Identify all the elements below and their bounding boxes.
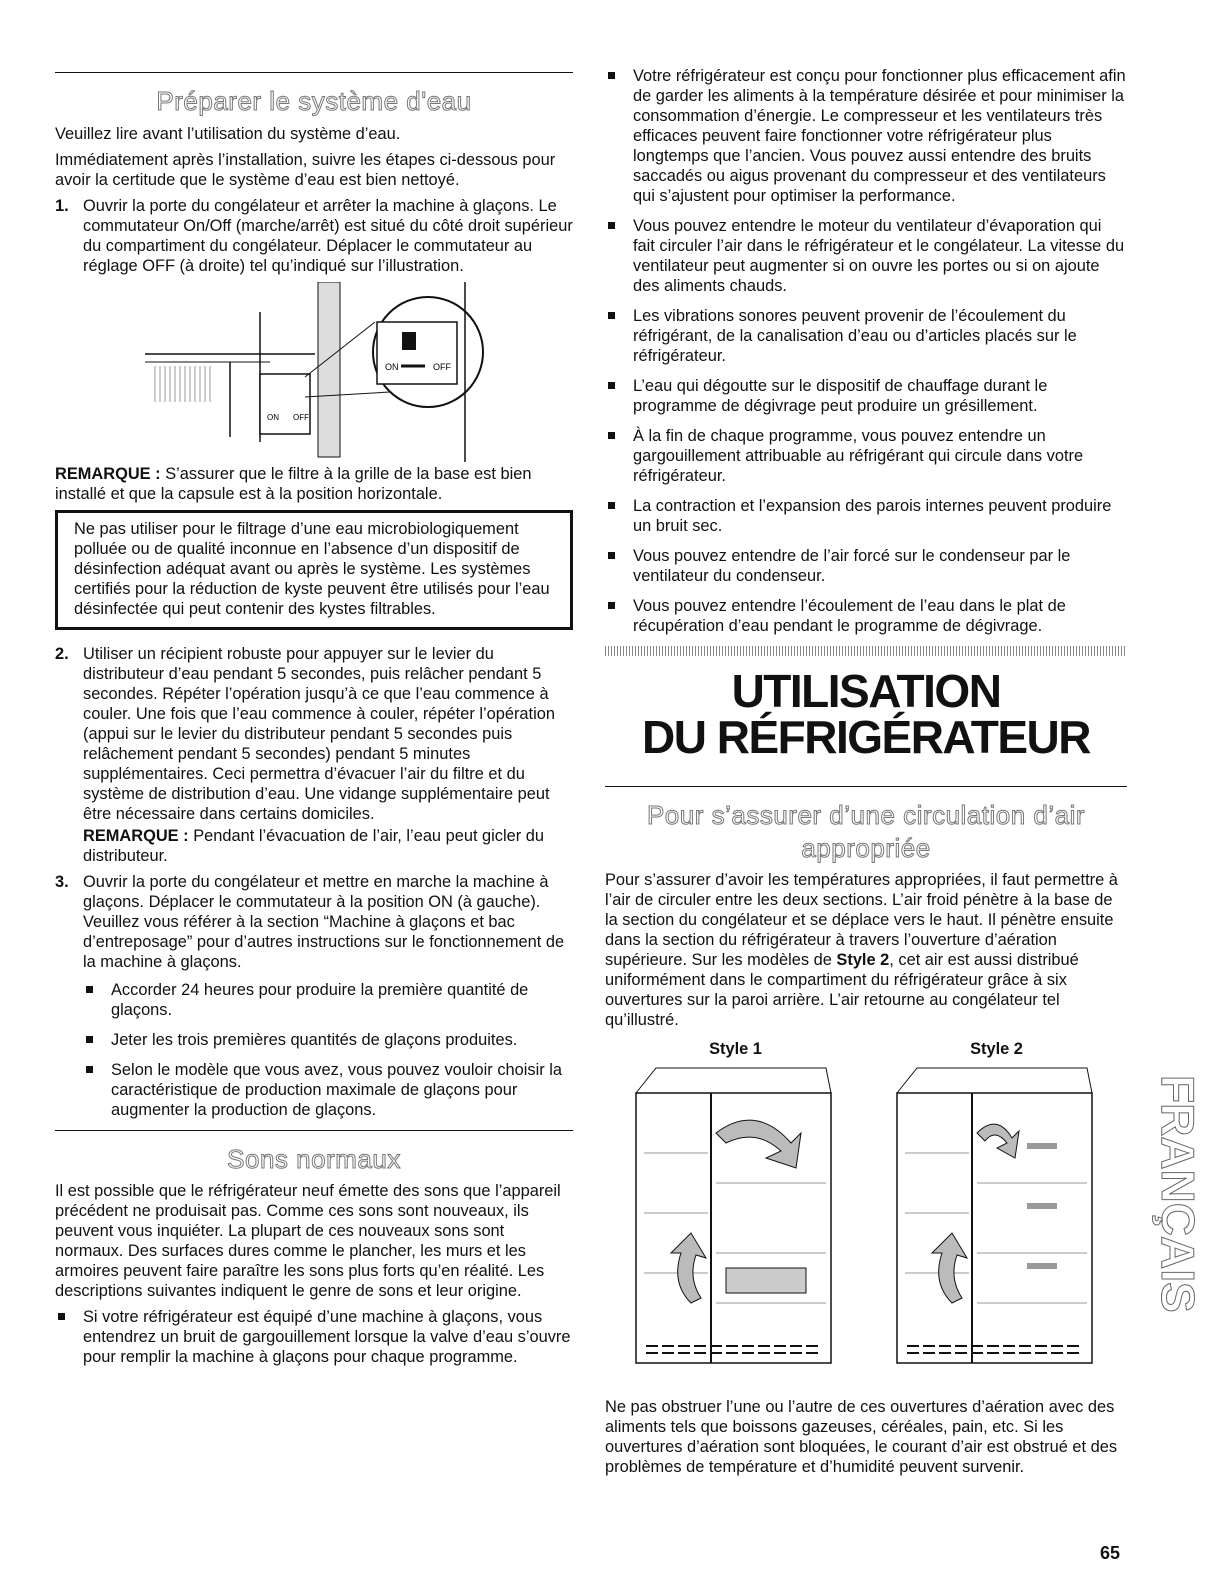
chapter-title-line-2: DU RÉFRIGÉRATEUR bbox=[642, 711, 1090, 763]
sounds-intro: Il est possible que le réfrigérateur neuf émette des sons que l’appareil précédent ne produisait pas. Comme ces sons sont nouveaux, ils peuvent vous inquiéter. La plupart de ces nouveaux sons sont normaux. Des surfaces dures comme le plancher, les murs et les armoires peuvent faire paraître les sons plus forts qu’en réalité. Les descriptions suivantes indiquent le genre de sons et leur origine. bbox=[55, 1182, 561, 1300]
section-title-normal-sounds: Sons normaux bbox=[227, 1143, 401, 1174]
air-text: Pour s’assurer d’avoir les températures appropriées, il faut permettre à l’air de circuler entre les deux sections. L’air froid pénètre à la base de la section du congélateur et se déplace vers le haut. Il pénètre ensuite dans la section du réfrigérateur à travers l’ouverture d’aération supérieure. Sur les modèles de bbox=[605, 871, 1118, 969]
airflow-illustrations bbox=[605, 1063, 1127, 1383]
svg-text:OFF: OFF bbox=[293, 412, 309, 422]
list-item: À la fin de chaque programme, vous pouvez entendre un gargouillement attribuable au réfrigérant qui circule dans votre réfrigérateur. bbox=[605, 426, 1127, 486]
style-2-ref: Style 2 bbox=[836, 951, 890, 969]
air-warning-paragraph: Ne pas obstruer l’une ou l’autre de ces ouvertures d’aération avec des aliments tels que boissons gazeuses, céréales, pain, etc. Si les ouvertures d’aération sont bloquées, le courant d’air est obstrué et des problèmes de température et d’humidité peuvent survenir. bbox=[605, 1398, 1118, 1476]
step-2-note bbox=[83, 826, 573, 866]
list-item: Vous pouvez entendre le moteur du ventilateur d’évaporation qui fait circuler l’air dans le réfrigérateur et le congélateur. La vitesse du ventilateur peut augmenter si on ouvre les portes ou si on ajoute des aliments chauds. bbox=[605, 216, 1127, 296]
side-label-text: FRANÇAIS bbox=[1152, 1075, 1204, 1313]
note-label: REMARQUE : bbox=[55, 464, 161, 483]
list-item: La contraction et l’expansion des parois internes peuvent produire un bruit sec. bbox=[605, 496, 1127, 536]
page-number: 65 bbox=[1100, 1543, 1121, 1563]
air-paragraph bbox=[605, 870, 1127, 1030]
step-text: Ouvrir la porte du congélateur et mettre en marche la machine à glaçons. Déplacer le commutateur à la position ON (à gauche). Veuillez vous référer à la section “Machine à glaçons et bac d’entreposage” pour d’autres instructions sur le fonctionnement de la machine à glaçons. bbox=[83, 872, 565, 971]
section-rule bbox=[55, 1130, 573, 1131]
ice-maker-switch-illustration bbox=[55, 282, 573, 464]
fridge-style-1-illustration bbox=[616, 1063, 856, 1383]
step-text: Ouvrir la porte du congélateur et arrêter la machine à glaçons. Le commutateur On/Off (marche/arrêt) est situé du côté droit supérieur du compartiment du congélateur. Déplacer le commutateur au réglage OFF (à droite) tel qu’indiqué sur l’illustration. bbox=[83, 196, 573, 275]
list-item: Vous pouvez entendre l’écoulement de l’eau dans le plat de récupération d’eau pendant le programme de dégivrage. bbox=[605, 596, 1127, 636]
step-2 bbox=[55, 644, 573, 866]
style-labels bbox=[605, 1040, 1127, 1059]
step-number: 3. bbox=[55, 872, 69, 891]
chapter-title-line-1: UTILISATION bbox=[731, 665, 1001, 717]
dotted-divider bbox=[605, 646, 1127, 656]
step-3-bullets bbox=[83, 980, 573, 1120]
list-item: L’eau qui dégoutte sur le dispositif de chauffage durant le programme de dégivrage peut produire un grésillement. bbox=[605, 376, 1127, 416]
list-item: Vous pouvez entendre de l’air forcé sur le condenseur par le ventilateur du condenseur. bbox=[605, 546, 1127, 586]
svg-text:ON: ON bbox=[267, 412, 279, 422]
step-3 bbox=[55, 872, 573, 1120]
list-item: Accorder 24 heures pour produire la première quantité de glaçons. bbox=[83, 980, 573, 1020]
section-rule bbox=[55, 72, 573, 73]
side-language-label bbox=[1150, 1075, 1210, 1345]
step-1 bbox=[55, 196, 573, 276]
step-text: Utiliser un récipient robuste pour appuyer sur le levier du distributeur d’eau pendant 5 secondes, puis relâcher pendant 5 secondes. Répéter l’opération jusqu’à ce que l’eau commence à couler. Une fois que l’eau commence à couler, répéter l’opération (appui sur le levier du distributeur pendant 5 secondes puis relâchement pendant 5 secondes) pendant 5 minutes supplémentaires. Ceci permettra d’évacuer l’air du filtre et du système de distribution d’eau. Une vidange supplémentaire peut être nécessaire dans certains domiciles. bbox=[83, 644, 555, 823]
intro-paragraph: Veuillez lire avant l’utilisation du système d’eau. bbox=[55, 124, 401, 143]
list-item: Votre réfrigérateur est conçu pour fonctionner plus efficacement afin de garder les aliments à la température désirée et pour minimiser la consommation d’énergie. Le compresseur et les ventilateurs très efficaces peuvent faire fonctionner votre réfrigérateur plus longtemps que l’ancien. Vous pouvez aussi entendre des bruits saccadés ou aigus provenant du compresseur et des ventilateurs qui s’ajustent pour optimiser la performance. bbox=[605, 66, 1127, 206]
left-column bbox=[55, 0, 573, 1377]
note-paragraph bbox=[55, 464, 573, 504]
list-item: Jeter les trois premières quantités de glaçons produites. bbox=[83, 1030, 573, 1050]
list-item: Selon le modèle que vous avez, vous pouvez vouloir choisir la caractéristique de production maximale de glaçons pour augmenter la production de glaçons. bbox=[83, 1060, 573, 1120]
note-text: S’assurer que le filtre à la grille de la base est bien installé et que la capsule est à la position horizontale. bbox=[55, 464, 532, 503]
right-column bbox=[605, 0, 1127, 1483]
note-text: Pendant l’évacuation de l’air, l’eau peut gicler du distributeur. bbox=[83, 826, 545, 865]
air-text-2: , cet air est aussi distribué uniformément dans le compartiment du réfrigérateur grâce à six ouvertures sur la paroi arrière. L’air retourne au congélateur tel qu’illustré. bbox=[605, 951, 1079, 1029]
section-rule bbox=[605, 786, 1127, 787]
fridge-style-2-illustration bbox=[877, 1063, 1117, 1383]
list-item: Si votre réfrigérateur est équipé d’une machine à glaçons, vous entendrez un bruit de gargouillement lorsque la valve d’eau s’ouvre pour remplir la machine à glaçons pour chaque programme. bbox=[55, 1307, 573, 1367]
style-1-label: Style 1 bbox=[709, 1040, 762, 1058]
section-title-air-circulation: Pour s’assurer d’une circulation d’air appropriée bbox=[646, 800, 1086, 863]
intro-paragraph-2: Immédiatement après l’installation, suivre les étapes ci-dessous pour avoir la certitude que le système d’eau est bien nettoyé. bbox=[55, 150, 556, 189]
step-number: 2. bbox=[55, 644, 69, 663]
note-label: REMARQUE : bbox=[83, 826, 189, 845]
step-number: 1. bbox=[55, 196, 69, 215]
section-title-water-system: Préparer le système d'eau bbox=[156, 86, 472, 116]
sounds-bullets bbox=[605, 66, 1127, 636]
svg-text:ON: ON bbox=[385, 361, 399, 372]
svg-text:OFF: OFF bbox=[433, 361, 451, 372]
warning-box: Ne pas utiliser pour le filtrage d’une eau microbiologiquement polluée ou de qualité inconnue en l’absence d’un dispositif de désinfection adéquat avant ou après le système. Les systèmes certifiés pour la réduction de kyste peuvent être utilisés pour l’eau désinfectée qui peut contenir des kystes filtrables. bbox=[55, 510, 573, 630]
list-item: Les vibrations sonores peuvent provenir de l’écoulement du réfrigérant, de la canalisation d’eau ou d’articles placés sur le réfrigérateur. bbox=[605, 306, 1127, 366]
style-2-label: Style 2 bbox=[970, 1040, 1023, 1058]
